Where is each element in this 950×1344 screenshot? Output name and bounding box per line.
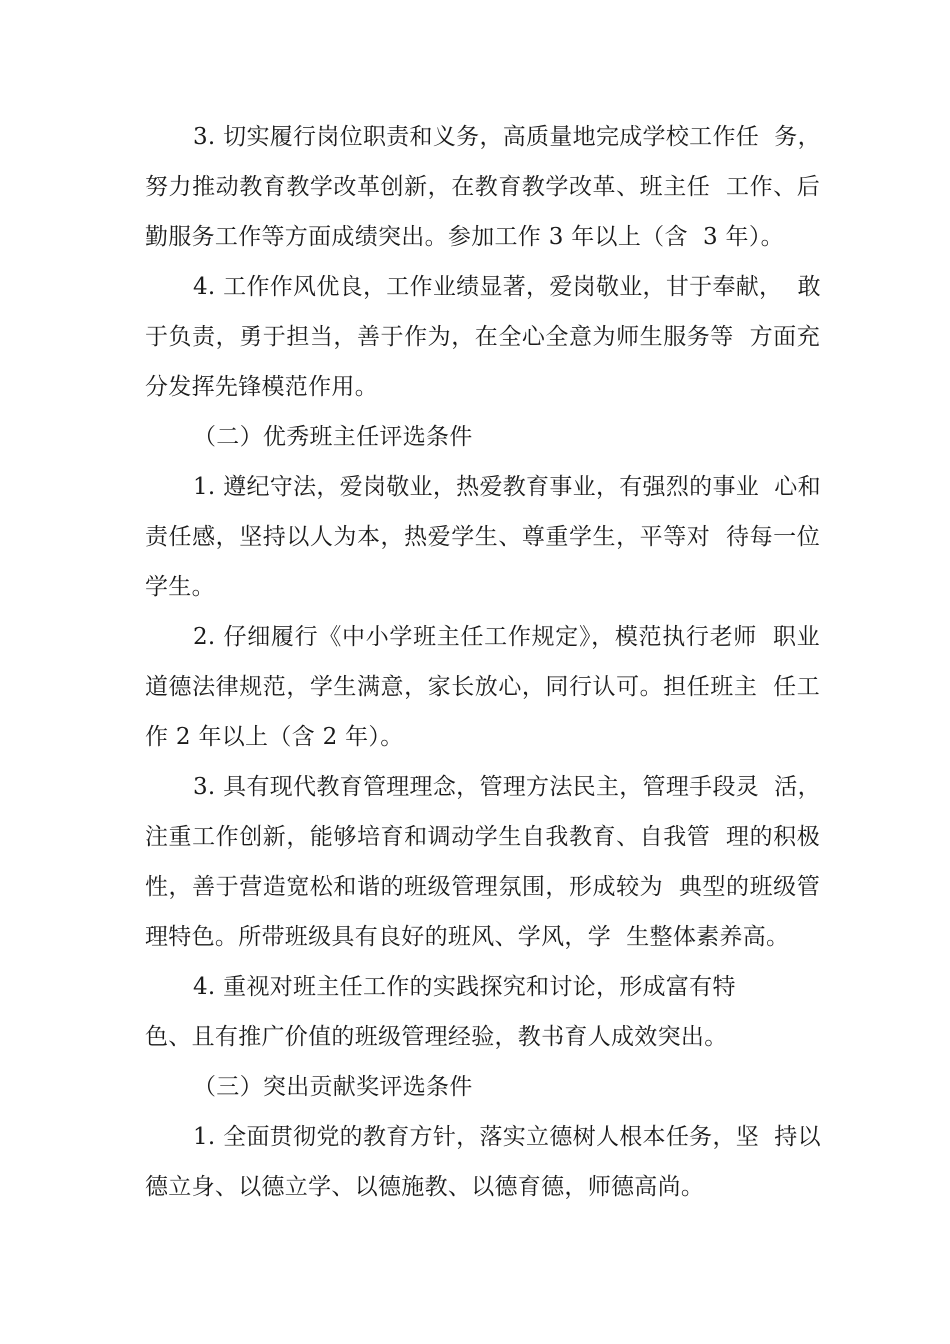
section-heading [145, 1062, 820, 1112]
text-line: 色、且有推广价值的班级管理经验，教书育人成效突出。 [145, 1024, 728, 1050]
text-line: 道德法律规范，学生满意，家长放心，同行认可。担任班主 任工 [145, 674, 820, 700]
paragraph [145, 262, 820, 412]
text-line: 努力推动教育教学改革创新，在教育教学改革、班主任 工作、后 [145, 174, 820, 200]
text-line: 1. 遵纪守法，爱岗敬业，热爱教育事业，有强烈的事业 心和 [193, 474, 821, 500]
text-line: 理特色。所带班级具有良好的班风、学风，学 生整体素养高。 [145, 924, 790, 950]
text-line: 3. 具有现代教育管理理念，管理方法民主，管理手段灵 活， [193, 774, 821, 800]
paragraph [145, 612, 820, 762]
text-line: 勤服务工作等方面成绩突出。参加工作 3 年以上（含 3 年）。 [145, 224, 784, 250]
text-line: 学生。 [145, 574, 215, 600]
text-line: 性，善于营造宽松和谐的班级管理氛围，形成较为 典型的班级管 [145, 874, 820, 900]
paragraph [145, 962, 820, 1062]
text-line: 责任感，坚持以人为本，热爱学生、尊重学生，平等对 待每一位 [145, 524, 820, 550]
text-line: 德立身、以德立学、以德施教、以德育德，师德高尚。 [145, 1174, 705, 1200]
text-line: 于负责，勇于担当，善于作为，在全心全意为师生服务等 方面充 [145, 324, 820, 350]
text-line: 4. 重视对班主任工作的实践探究和讨论，形成富有特 [193, 974, 736, 1000]
paragraph [145, 112, 820, 262]
paragraph [145, 462, 820, 612]
text-line: 2. 仔细履行《中小学班主任工作规定》，模范执行老师 职业 [193, 624, 820, 650]
document-body [145, 112, 820, 1212]
text-line: 注重工作创新，能够培育和调动学生自我教育、自我管 理的积极 [145, 824, 820, 850]
text-line: 4. 工作作风优良，工作业绩显著，爱岗敬业，甘于奉献， 敢 [193, 274, 821, 300]
text-line: 作 2 年以上（含 2 年）。 [145, 724, 404, 750]
section-heading [145, 412, 820, 462]
paragraph [145, 762, 820, 962]
text-line: （二）优秀班主任评选条件 [193, 424, 473, 450]
text-line: （三）突出贡献奖评选条件 [193, 1074, 473, 1100]
text-line: 1. 全面贯彻党的教育方针，落实立德树人根本任务，坚 持以 [193, 1124, 821, 1150]
text-line: 分发挥先锋模范作用。 [145, 374, 378, 400]
paragraph [145, 1112, 820, 1212]
text-line: 3. 切实履行岗位职责和义务，高质量地完成学校工作任 务， [193, 124, 821, 150]
